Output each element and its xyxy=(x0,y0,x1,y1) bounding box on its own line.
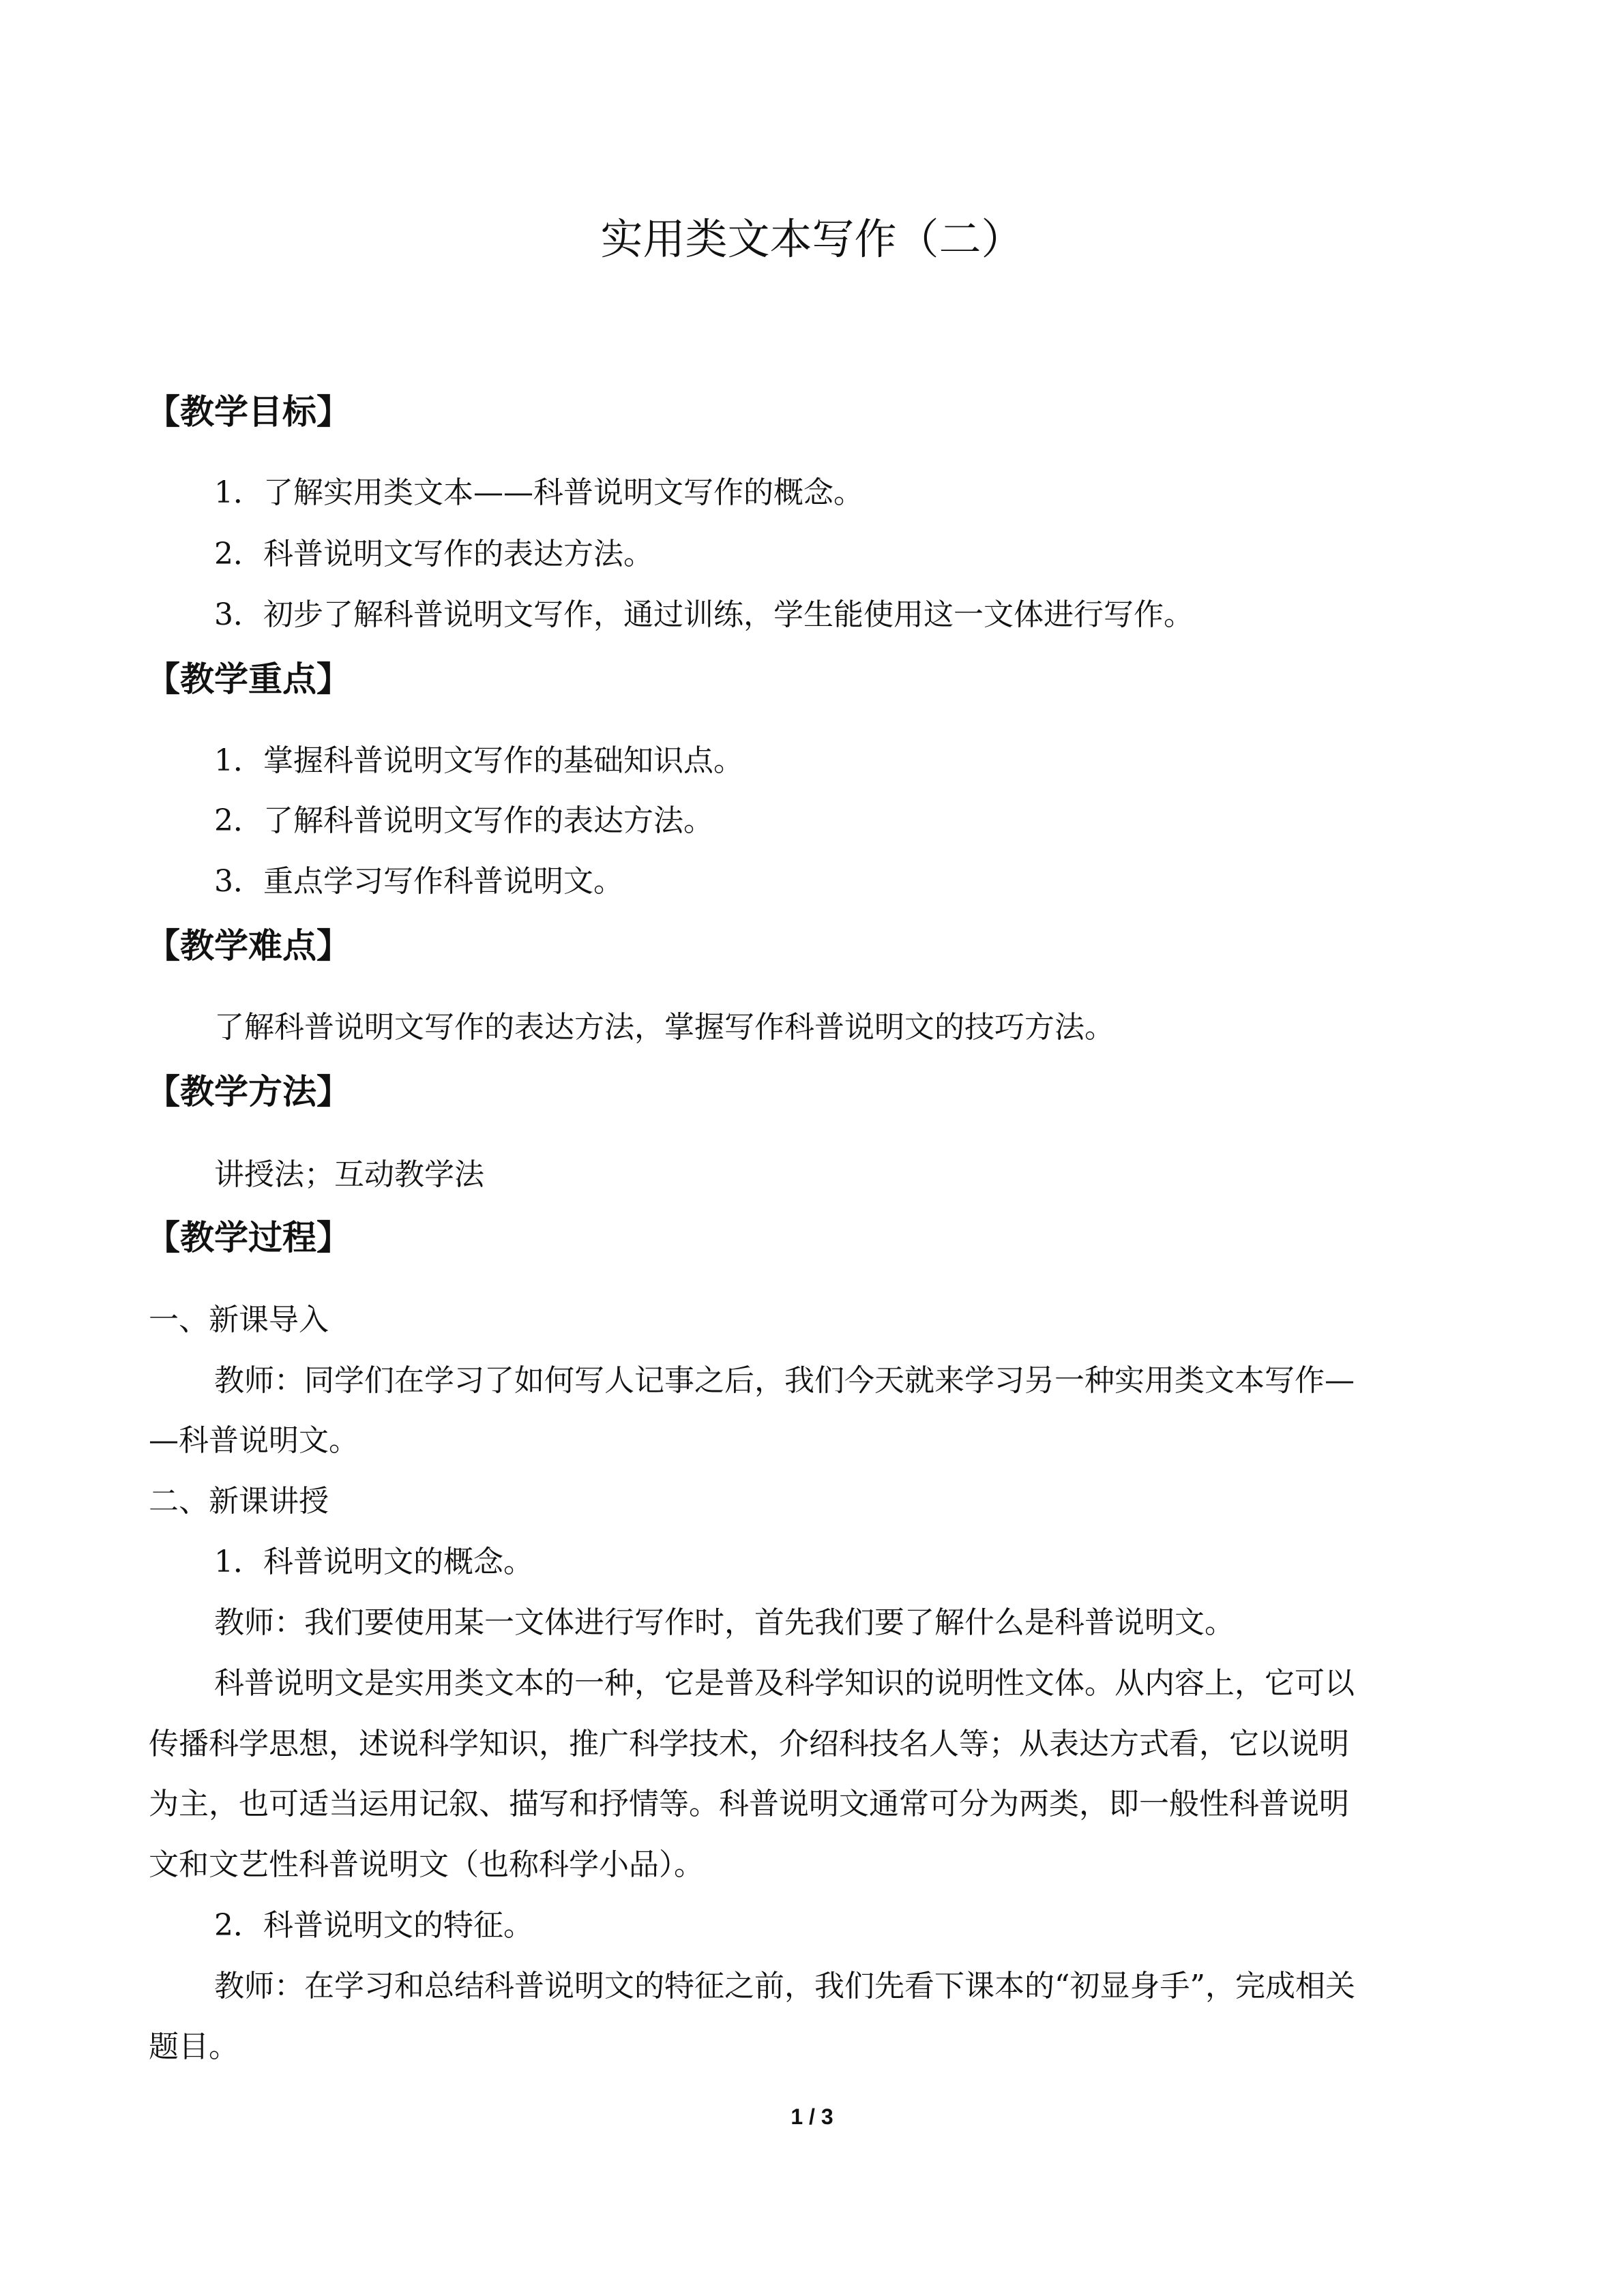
objective-item: 2．科普说明文写作的表达方法。 xyxy=(214,537,653,571)
key-point-item: 3．重点学习写作科普说明文。 xyxy=(214,864,623,899)
process-sub1-title: 1．科普说明文的概念。 xyxy=(214,1545,533,1579)
objective-item: 1．了解实用类文本——科普说明文写作的概念。 xyxy=(214,475,863,510)
heading-methods: 【教学方法】 xyxy=(146,1072,351,1112)
process-line: 题目。 xyxy=(149,2029,239,2064)
methods-text: 讲授法；互动教学法 xyxy=(214,1157,484,1192)
heading-process: 【教学过程】 xyxy=(146,1218,351,1257)
process-sub2-title: 2．科普说明文的特征。 xyxy=(214,1908,533,1943)
process-line: 教师：我们要使用某一文体进行写作时，首先我们要了解什么是科普说明文。 xyxy=(214,1605,1235,1640)
process-line: 科普说明文是实用类文本的一种，它是普及科学知识的说明性文体。从内容上，它可以 xyxy=(214,1666,1355,1701)
objective-item: 3．初步了解科普说明文写作，通过训练，学生能使用这一文体进行写作。 xyxy=(214,597,1194,632)
heading-difficulties: 【教学难点】 xyxy=(146,926,351,966)
process-line: 为主，也可适当运用记叙、描写和抒情等。科普说明文通常可分为两类，即一般性科普说明 xyxy=(149,1787,1349,1821)
document-title: 实用类文本写作（二） xyxy=(600,214,1024,264)
heading-key-points: 【教学重点】 xyxy=(146,659,351,699)
key-point-item: 1．掌握科普说明文写作的基础知识点。 xyxy=(214,743,743,778)
process-line: 教师：在学习和总结科普说明文的特征之前，我们先看下课本的“初显身手”，完成相关 xyxy=(214,1969,1355,2003)
process-line: —科普说明文。 xyxy=(149,1423,359,1458)
process-line: 教师：同学们在学习了如何写人记事之后，我们今天就来学习另一种实用类文本写作— xyxy=(214,1363,1355,1398)
difficulties-text: 了解科普说明文写作的表达方法，掌握写作科普说明文的技巧方法。 xyxy=(214,1010,1114,1045)
key-point-item: 2．了解科普说明文写作的表达方法。 xyxy=(214,803,713,838)
process-line: 传播科学思想，述说科学知识，推广科学技术，介绍科技名人等；从表达方式看，它以说明 xyxy=(149,1727,1349,1761)
heading-objectives: 【教学目标】 xyxy=(146,392,351,432)
page-number: 1 / 3 xyxy=(791,2104,833,2129)
process-part2-title: 二、新课讲授 xyxy=(149,1484,329,1519)
process-part1-title: 一、新课导入 xyxy=(149,1302,329,1337)
process-line: 文和文艺性科普说明文（也称科学小品）。 xyxy=(149,1847,704,1882)
